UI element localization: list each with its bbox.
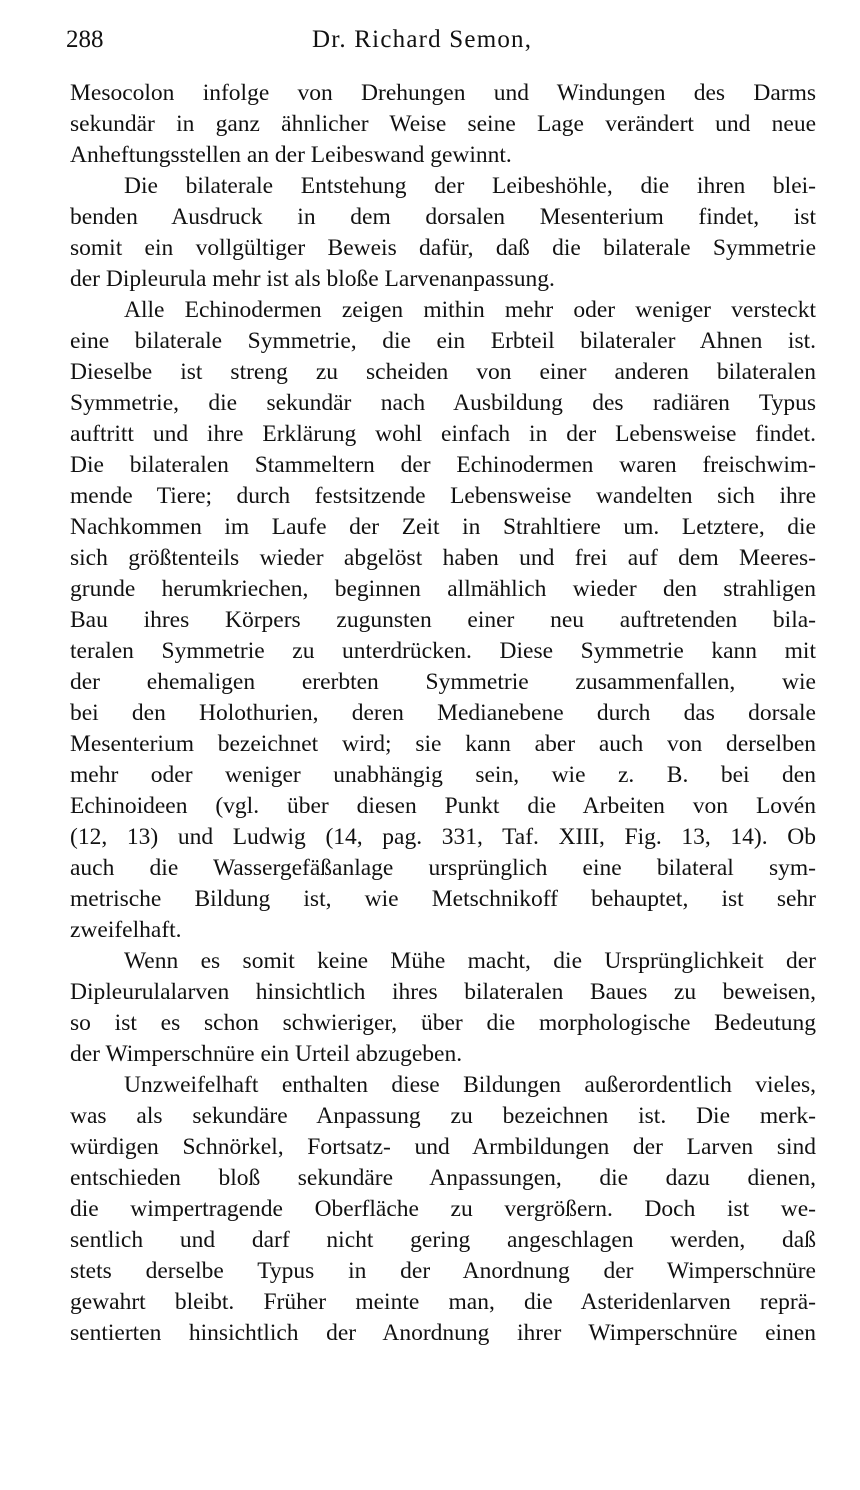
text-line: Mesenterium bezeichnet wird; sie kann aber auch von derselben <box>70 731 816 757</box>
text-line: Die bilateralen Stammeltern der Echinodermen waren freischwim- <box>70 452 816 478</box>
text-line: Bau ihres Körpers zugunsten einer neu auftretenden bila- <box>70 607 816 633</box>
text-line: mehr oder weniger unabhängig sein, wie z. B. bei den <box>70 762 816 788</box>
text-line: die wimpertragende Oberfläche zu vergrößern. Doch ist we- <box>70 1196 816 1222</box>
body-text <box>70 78 816 1349</box>
text-line: Alle Echinodermen zeigen mithin mehr oder weniger versteckt <box>124 297 816 323</box>
text-line: würdigen Schnörkel, Fortsatz- und Armbildungen der Larven sind <box>70 1134 816 1160</box>
paragraph <box>70 171 816 295</box>
text-line: Mesocolon infolge von Drehungen und Windungen des Darms <box>70 80 816 106</box>
text-line: gewahrt bleibt. Früher meinte man, die Asteridenlarven reprä- <box>70 1289 816 1315</box>
text-line: grunde herumkriechen, beginnen allmählich wieder den strahligen <box>70 576 816 602</box>
text-line: metrische Bildung ist, wie Metschnikoff behauptet, ist sehr <box>70 886 816 912</box>
paragraph <box>70 295 816 946</box>
text-line: stets derselbe Typus in der Anordnung der Wimperschnüre <box>70 1258 816 1284</box>
text-line: Wenn es somit keine Mühe macht, die Ursprünglichkeit der <box>124 948 816 974</box>
text-line: der Wimperschnüre ein Urteil abzugeben. <box>70 1041 463 1067</box>
text-line: Dipleurulalarven hinsichtlich ihres bilateralen Baues zu beweisen, <box>70 979 816 1005</box>
text-line: Symmetrie, die sekundär nach Ausbildung des radiären Typus <box>70 390 816 416</box>
text-line: bei den Holothurien, deren Medianebene durch das dorsale <box>70 700 816 726</box>
text-line: mende Tiere; durch festsitzende Lebensweise wandelten sich ihre <box>70 483 816 509</box>
text-line: auftritt und ihre Erklärung wohl einfach in der Lebensweise findet. <box>70 421 816 447</box>
page-header <box>66 22 816 58</box>
text-line: entschieden bloß sekundäre Anpassungen, die dazu dienen, <box>70 1165 816 1191</box>
text-line: sekundär in ganz ähnlicher Weise seine Lage verändert und neue <box>70 111 816 137</box>
text-line: somit ein vollgültiger Beweis dafür, daß die bilaterale Symmetrie <box>70 235 816 261</box>
text-line: so ist es schon schwieriger, über die morphologische Bedeutung <box>70 1010 816 1036</box>
page-number: 288 <box>66 26 104 53</box>
running-title: Dr. Richard Semon, <box>312 26 533 53</box>
paragraph <box>70 946 816 1070</box>
text-line: Anheftungsstellen an der Leibeswand gewinnt. <box>70 142 512 168</box>
text-line: der ehemaligen ererbten Symmetrie zusammenfallen, wie <box>70 669 816 695</box>
text-line: Nachkommen im Laufe der Zeit in Strahltiere um. Letztere, die <box>70 514 816 540</box>
text-line: teralen Symmetrie zu unterdrücken. Diese Symmetrie kann mit <box>70 638 816 664</box>
text-line: Echinoideen (vgl. über diesen Punkt die Arbeiten von Lovén <box>70 793 816 819</box>
text-line: der Dipleurula mehr ist als bloße Larvenanpassung. <box>70 266 555 292</box>
paragraph <box>70 78 816 171</box>
text-line: sich größtenteils wieder abgelöst haben und frei auf dem Meeres- <box>70 545 816 571</box>
text-line: Dieselbe ist streng zu scheiden von einer anderen bilateralen <box>70 359 816 385</box>
text-line: sentierten hinsichtlich der Anordnung ihrer Wimperschnüre einen <box>70 1320 816 1346</box>
text-line: eine bilaterale Symmetrie, die ein Erbteil bilateraler Ahnen ist. <box>70 328 816 354</box>
text-line: (12, 13) und Ludwig (14, pag. 331, Taf. XIII, Fig. 13, 14). Ob <box>70 824 816 850</box>
text-line: was als sekundäre Anpassung zu bezeichnen ist. Die merk- <box>70 1103 816 1129</box>
paragraph <box>70 1070 816 1349</box>
text-line: benden Ausdruck in dem dorsalen Mesenterium findet, ist <box>70 204 816 230</box>
text-line: sentlich und darf nicht gering angeschlagen werden, daß <box>70 1227 816 1253</box>
text-line: Unzweifelhaft enthalten diese Bildungen außerordentlich vieles, <box>124 1072 816 1098</box>
text-line: auch die Wassergefäßanlage ursprünglich eine bilateral sym- <box>70 855 816 881</box>
text-line: zweifelhaft. <box>70 917 182 943</box>
text-line: Die bilaterale Entstehung der Leibeshöhle, die ihren blei- <box>124 173 816 199</box>
